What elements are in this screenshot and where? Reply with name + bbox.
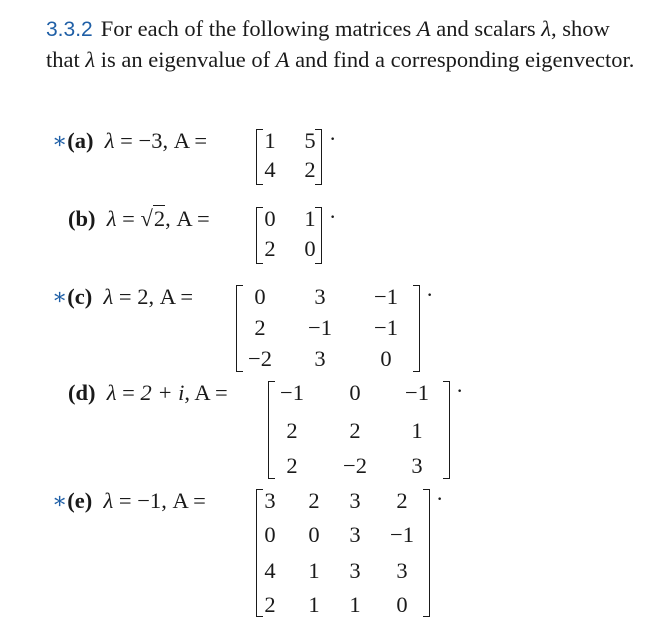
part-b-cell: 0 [304, 236, 316, 261]
part-b-equals: = [116, 206, 141, 231]
part-e-cell: 3 [349, 558, 361, 583]
part-b-lambda-value: 2 [153, 206, 166, 231]
var-a-2: A [275, 47, 290, 72]
part-c-equals: = [113, 284, 138, 309]
part-e-right-bracket [423, 489, 430, 617]
part-c-period: · [426, 282, 434, 307]
part-e-lambda: λ [103, 488, 114, 513]
part-b-label: (b) [68, 206, 96, 231]
statement-text-1: For each of the following matrices [100, 16, 417, 41]
part-c-cell: 0 [380, 346, 392, 371]
part-a-cell: 5 [304, 128, 316, 153]
part-d-comma-a: , A = [184, 380, 228, 405]
part-c-lambda: λ [103, 284, 114, 309]
part-b-cell: 0 [264, 206, 276, 231]
part-c-star: ∗ [52, 284, 68, 309]
part-e-cell: 3 [396, 558, 408, 583]
part-d-equals: = [116, 380, 141, 405]
part-a-cell: 1 [264, 128, 276, 153]
part-d-cell: 0 [349, 380, 361, 405]
part-c-cell: 3 [314, 284, 326, 309]
part-b-left-bracket [256, 207, 263, 264]
part-e-label: (e) [67, 488, 93, 513]
part-a-period: · [329, 126, 337, 151]
part-c-cell: −1 [308, 315, 332, 340]
part-d-label: (d) [68, 380, 96, 405]
part-e-cell: 1 [308, 592, 320, 617]
part-c-cell: −2 [248, 346, 272, 371]
statement-text-2: and scalars [430, 16, 542, 41]
part-e-cell: 3 [349, 522, 361, 547]
part-e-cell: 3 [349, 488, 361, 513]
part-e-cell: 4 [264, 558, 276, 583]
part-a-lambda: λ [104, 128, 115, 153]
part-d-lambda: λ [106, 380, 117, 405]
part-e-left-bracket [256, 489, 263, 617]
part-d-cell: 2 [286, 453, 298, 478]
exercise-statement [46, 14, 646, 75]
part-e-cell: 2 [396, 488, 408, 513]
part-c-cell: 2 [254, 315, 266, 340]
part-c-label: (c) [67, 284, 93, 309]
part-d-right-bracket [443, 381, 450, 479]
part-e-equals: = [113, 488, 138, 513]
exercise-number: 3.3.2 [46, 18, 93, 41]
part-e-cell: −1 [390, 522, 414, 547]
part-e-cell: 1 [349, 592, 361, 617]
part-b-cell: 2 [264, 236, 276, 261]
part-e-cell: 3 [264, 488, 276, 513]
part-a-star: ∗ [52, 128, 68, 153]
part-a-label: (a) [67, 128, 94, 153]
part-d-period: · [456, 378, 464, 403]
part-e-cell: 0 [396, 592, 408, 617]
statement-text-4: is an eigenvalue of [95, 47, 276, 72]
statement-text-3: , show that [46, 16, 610, 72]
part-a-cell: 4 [264, 157, 276, 182]
part-c-cell: −1 [374, 284, 398, 309]
part-d-cell: −1 [405, 380, 429, 405]
part-e-cell: 2 [264, 592, 276, 617]
part-d-cell: 2 [349, 418, 361, 443]
part-e-header [52, 488, 206, 514]
part-e-cell: 0 [308, 522, 320, 547]
var-a: A [416, 16, 431, 41]
part-b-header [68, 206, 210, 232]
part-c-cell: 0 [254, 284, 266, 309]
part-d-cell: 1 [411, 418, 423, 443]
part-b-sqrt [140, 206, 165, 232]
part-e-lambda-value: −1 [137, 488, 162, 513]
part-e-period: · [436, 486, 444, 511]
part-c-cell: −1 [374, 315, 398, 340]
part-b-radical-sign: √ [140, 206, 153, 231]
part-d-cell: 2 [286, 418, 298, 443]
part-d-lambda-value: 2 + i [140, 380, 185, 405]
part-c-comma-a: , A = [148, 284, 194, 309]
part-c-lambda-value: 2 [137, 284, 149, 309]
part-e-cell: 1 [308, 558, 320, 583]
part-d-cell: −1 [280, 380, 304, 405]
part-b-comma-a: , A = [165, 206, 210, 231]
part-d-header [68, 380, 228, 406]
part-a-equals: = [114, 128, 139, 153]
statement-text-5: and find a corresponding eigenvector. [289, 47, 635, 72]
part-a-left-bracket [256, 129, 263, 185]
part-a-comma-a: , A = [162, 128, 208, 153]
part-a-header [52, 128, 207, 154]
part-d-cell: 3 [411, 453, 423, 478]
part-c-right-bracket [413, 285, 420, 372]
part-b-period: · [329, 204, 337, 229]
part-e-cell: 2 [308, 488, 320, 513]
var-lambda-2: λ [85, 47, 96, 72]
part-a-cell: 2 [304, 157, 316, 182]
part-d-left-bracket [268, 381, 275, 479]
var-lambda: λ [541, 16, 551, 41]
part-b-cell: 1 [304, 206, 316, 231]
part-e-star: ∗ [52, 488, 68, 513]
part-c-left-bracket [236, 285, 243, 372]
part-a-lambda-value: −3 [138, 128, 163, 153]
part-d-cell: −2 [343, 453, 367, 478]
part-e-cell: 0 [264, 522, 276, 547]
part-c-header [52, 284, 193, 310]
part-c-cell: 3 [314, 346, 326, 371]
part-e-comma-a: , A = [161, 488, 206, 513]
part-b-right-bracket [315, 207, 322, 264]
part-a-right-bracket [315, 129, 322, 185]
part-b-lambda: λ [106, 206, 117, 231]
